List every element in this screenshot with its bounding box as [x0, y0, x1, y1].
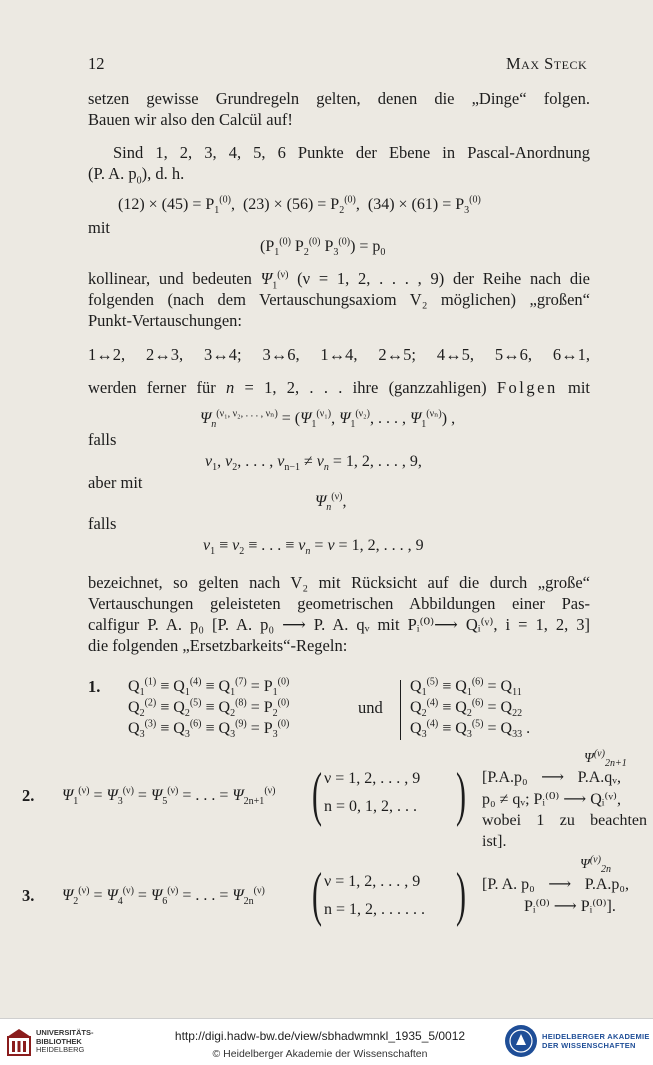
rule-1-right-1: $Q_1^{(5)} \equiv Q_1^{(6)} = Q_{11}$: [410, 676, 522, 699]
text-line: folgenden (nach dem Vertauschungsaxiom V₂ möglichen) „großen“: [88, 290, 590, 309]
page-number: 12: [88, 54, 105, 73]
text-line: setzen gewisse Grundregeln gelten, denen die „Dinge“ folgen.: [88, 89, 590, 108]
formula-condition-2: $\nu_1 \equiv \nu_2$ ≡ . . . ≡ $\nu_n = \nu = 1$, 2, . . . , 9: [203, 537, 424, 558]
rule-2-range-2: n = 0, 1, 2, . . .: [324, 798, 418, 815]
text-line: falls: [88, 514, 117, 533]
rule-1-right-2: $Q_2^{(4)} \equiv Q_2^{(6)} = Q_{22}$: [410, 697, 523, 720]
running-head-author: Max Steck: [506, 54, 588, 73]
rule-2-note-1: [P.A.p₀ ⟶ P.A.qᵥ,: [482, 769, 621, 786]
rule-3-note-1: [P. A. p₀ ⟶ P.A.p₀,: [482, 876, 629, 893]
text-line: Punkt-Vertauschungen:: [88, 311, 242, 330]
text-line: mit: [88, 218, 111, 237]
rule-3-paren-right: ): [456, 861, 466, 927]
rule-3-formula: $\Psi_2^{(\nu)} = \Psi_4^{(\nu)} = \Psi_6^{(\nu)}$ = . . . = $\Psi_{2n}^{(\nu)}$: [62, 885, 265, 908]
viewer-footer: [0, 1018, 653, 1065]
rule-2-paren-left: (: [312, 761, 322, 827]
formula-psi-n-nu: $\Psi_n^{(\nu)}$,: [315, 491, 347, 514]
copyright-notice: © Heidelberger Akademie der Wissenschaften: [212, 1048, 428, 1060]
rule-3-range-1: ν = 1, 2, . . . , 9: [324, 873, 421, 890]
rule-2-note-2: p₀ ≠ qᵥ; Pᵢ⁽⁰⁾ ⟶ Qᵢ⁽ᵛ⁾,: [482, 791, 621, 808]
text-line: kollinear, und bedeuten $\Psi_1^{(\nu)}$ (ν = 1, 2, . . . , 9) der Reihe nach die: [88, 269, 590, 292]
text-line: Bauen wir also den Calcül auf!: [88, 110, 293, 129]
text-line: Vertauschungen geleisteten geometrischen Abbildungen einer Pas-: [88, 594, 590, 613]
text-line: die folgenden „Ersetzbarkeits“-Regeln:: [88, 636, 348, 655]
rule-1-line-2: $Q_2^{(2)} \equiv Q_2^{(5)} \equiv Q_2^{(8)} = P_2^{(0)}$: [128, 697, 290, 720]
rule-1-und: und: [358, 698, 383, 717]
university-library-name: UNIVERSITÄTS- BIBLIOTHEK HEIDELBERG: [36, 1028, 94, 1054]
rule-1-label: 1.: [88, 677, 101, 696]
text-line: (P. A. $p_0$), d. h.: [88, 164, 185, 187]
rule-3-note-2: Pᵢ⁽⁰⁾ ⟶ Pᵢ⁽⁰⁾].: [524, 898, 616, 915]
formula-condition-1: $\nu_1$, $\nu_2$, . . . , $\nu_{n-1} \ne \nu_n = 1$, 2, . . . , 9,: [205, 453, 422, 474]
rule-2-note-3: wobei 1 zu beachten: [482, 812, 647, 829]
rule-2-label: 2.: [22, 786, 35, 805]
academy-name: HEIDELBERGER AKADEMIE DER WISSENSCHAFTEN: [542, 1032, 650, 1050]
rule-3-arrow-label: $\Psi^{(\nu)}_{2n}$: [580, 854, 611, 875]
rule-3-paren-left: (: [312, 861, 322, 927]
text-line: aber mit: [88, 473, 143, 492]
text-line: calfigur P. A. p₀ [P. A. p₀ ⟶ P. A. qᵥ mit Pᵢ⁽⁰⁾⟶ Qᵢ⁽ᵛ⁾, i = 1, 2, 3]: [88, 615, 590, 634]
rule-2-paren-right: ): [456, 761, 466, 827]
rule-1-brace: [400, 680, 401, 740]
rule-2-arrow-label: $\Psi^{(\nu)}_{2n+1}$: [584, 748, 627, 769]
rule-3-label: 3.: [22, 886, 35, 905]
text-line: Sind 1, 2, 3, 4, 5, 6 Punkte der Ebene in Pascal-Anordnung: [113, 143, 590, 162]
formula-collinear: ($P_1^{(0)}$ $P_2^{(0)}$ $P_3^{(0)}) = p_0$: [260, 236, 386, 259]
formula-psi-n: $\Psi_n^{(\nu_1, \nu_2, . . . , \nu_n)} = (\Psi_1^{(\nu_1)}$, $\Psi_1^{(\nu_2)}$, . . . , $\Psi_1^{(\nu_n)}$) ,: [200, 408, 456, 431]
swap-list: 1↔2, 2↔3, 3↔4; 3↔6, 1↔4, 2↔5; 4↔5, 5↔6, 6↔1,: [88, 345, 590, 364]
rule-1-right-3: $Q_3^{(4)} \equiv Q_3^{(5)} = Q_{33}$ .: [410, 718, 531, 741]
permalink-url[interactable]: http://digi.hadw-bw.de/view/sbhadwmnkl_1935_5/0012: [174, 1029, 466, 1043]
rule-3-range-2: n = 1, 2, . . . . . .: [324, 901, 426, 918]
text-line: bezeichnet, so gelten nach V₂ mit Rücksicht auf die durch „große“: [88, 573, 590, 592]
rule-2-note-4: ist].: [482, 833, 507, 850]
text-line: werden ferner für n = 1, 2, . . . ihre (ganzzahligen) Folgen mit: [88, 378, 591, 397]
rule-1-line-1: $Q_1^{(1)} \equiv Q_1^{(4)} \equiv Q_1^{(7)} = P_1^{(0)}$: [128, 676, 290, 699]
text-line: falls: [88, 430, 117, 449]
academy-seal-icon: [505, 1025, 537, 1057]
university-library-logo-icon: [6, 1027, 32, 1057]
rule-2-formula: $\Psi_1^{(\nu)} = \Psi_3^{(\nu)} = \Psi_5^{(\nu)}$ = . . . = $\Psi_{2n+1}^{(\nu)}$: [62, 785, 276, 808]
rule-1-line-3: $Q_3^{(3)} \equiv Q_3^{(6)} \equiv Q_3^{(9)} = P_3^{(0)}$: [128, 718, 290, 741]
formula-12: $(12) \times (45) = P_1^{(0)}$, $(23) \times (56) = P_2^{(0)}$, $(34) \times (61) = P_3^{(0)}$: [118, 194, 481, 217]
rule-2-range-1: ν = 1, 2, . . . , 9: [324, 770, 421, 787]
